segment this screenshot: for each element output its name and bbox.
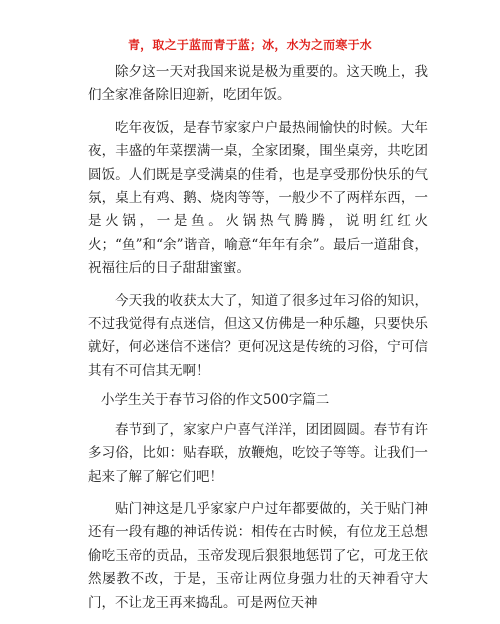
document-body — [88, 61, 428, 624]
paragraph-reunion-dinner: 吃年夜饭，是春节家家户户最热闹愉快的时候。大年夜，丰盛的年菜摆满一桌，全家团聚，围坐桌旁，共吃团圆饭。人们既是享受满桌的佳肴，也是享受那份快乐的气氛，桌上有鸡、鹅、烧肉等等，一般少不了两样东西，一是火锅，一是鱼。火锅热气腾腾，说明红红火火；“鱼”和“余”谐音，喻意“年年有余”。最后一道甜食，祝福往后的日子甜甜蜜蜜。 — [88, 119, 428, 277]
paragraph-new-year-eve: 除夕这一天对我国来说是极为重要的。这天晚上，我们全家准备除旧迎新，吃团年饭。 — [88, 64, 428, 104]
header-motto: 青，取之于蓝而青于蓝；冰，水为之而寒于水 — [127, 38, 372, 52]
section-heading: 小学生关于春节习俗的作文500字篇二 — [101, 392, 330, 409]
paragraph-door-gods: 贴门神这是几乎家家户户过年都要做的，关于贴门神还有一段有趣的神话传说：相传在古时候，有位龙王总想偷吃玉帝的贡品，玉帝发现后狠狠地惩罚了它，可龙王依然屡教不改，于是，玉帝让两位身强力壮的天神看守大门，不让龙王再来捣乱。可是两位天神 — [88, 500, 428, 611]
paragraph-reflection: 今天我的收获太大了，知道了很多过年习俗的知识，不过我觉得有点迷信，但这又仿佛是一种乐趣，只要快乐就好，何必迷信不迷信？更何况这是传统的习俗，宁可信其有不可信其无啊！ — [88, 292, 428, 379]
paragraph-spring-festival-customs: 春节到了，家家户户喜气洋洋，团团圆圆。春节有许多习俗，比如：贴春联，放鞭炮，吃饺子等等。让我们一起来了解了解它们吧！ — [88, 421, 428, 485]
